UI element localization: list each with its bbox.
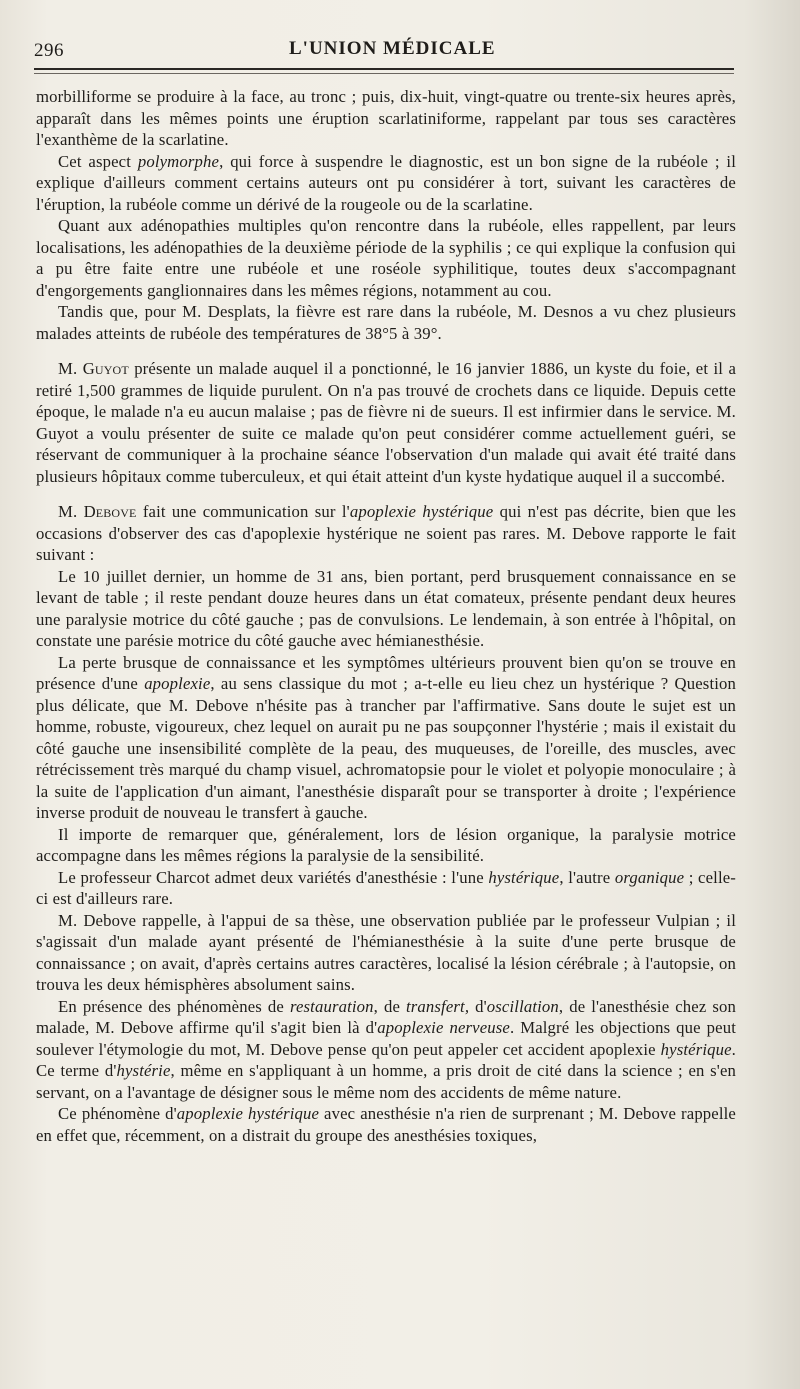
paragraph-perte-connaissance: La perte brusque de connaissance et les symptômes ultérieurs prouvent bien qu'on se trouve en présence d'une apoplexie, au sens classique du mot ; a-t-elle eu lieu chez un hystérique ? Question plus délicate, que M. Debove n'hésite pas à trancher par l'affirmative. Sans doute le sujet est un homme, robuste, vigoureux, chez lequel on aurait pu ne pas soupçonner l'hystérie ; mais il existait du côté gauche une insensibilité complète de la peau, des muqueuses, de l'oreille, des muscles, avec rétrécissement très marqué du champ visuel, achromatopsie pour le violet et polyopie monoculaire ; à la suite de l'application d'un aimant, l'anesthésie disparaît pour se transporter à droite ; l'expérience inverse produit de nouveau le transfert à gauche.: [36, 652, 737, 822]
paragraph-debove-communication: M. Debove fait une communication sur l'apoplexie hystérique qui n'est pas décrite, bien que les occasions d'observer des cas d'apoplexie hystérique ne soient pas rares. M. Debove rapporte le fait suivant :: [36, 502, 736, 564]
page-number: 296: [34, 40, 64, 61]
paragraph-guyot: M. Guyot présente un malade auquel il a ponctionné, le 16 janvier 1886, un kyste du foie, et il a retiré 1,500 grammes de liquide purulent. On n'a pas trouvé de crochets dans ce liquide. Depuis cette époque, le malade n'a eu aucun malaise ; pas de fièvre ni de sueurs. Il est infirmier dans le service. M. Guyot a voulu présenter de suite ce malade qu'on peut considérer comme actuellement guéri, se réservant de communiquer à la prochaine séance l'observation d'un malade qui avait été traité dans plusieurs hôpitaux comme tuberculeux, et qui était atteint d'un kyste hydatique auquel il a succombé.: [36, 359, 737, 486]
paragraph-adenopathies: Quant aux adénopathies multiples qu'on rencontre dans la rubéole, elles rappellent, par leurs localisations, les adénopathies de la deuxième période de la syphilis ; ce qui explique la confusion qui a pu être faite entre une rubéole et une roséole syphilitique, toutes deux s'accompagnant d'engorgements ganglionnaires dans les mêmes régions, notamment au cou.: [36, 216, 736, 300]
page-header: [34, 36, 734, 66]
article-body: [36, 86, 736, 1146]
paragraph-lesion-organique: Il importe de remarquer que, généralement, lors de lésion organique, la paralysie motrice accompagne dans les mêmes régions la paralysie de la sensibilité.: [36, 824, 736, 865]
paragraph-phenomene: Ce phénomène d'apoplexie hystérique avec anesthésie n'a rien de surprenant ; M. Debove rappelle en effet que, récemment, on a distrait du groupe des anesthésies toxiques,: [36, 1104, 736, 1145]
paragraph-case-report: Le 10 juillet dernier, un homme de 31 ans, bien portant, perd brusquement connaissance en se levant de table ; il reste pendant douze heures dans un état comateux, présente pendant deux heures une paralysie motrice du côté gauche ; pas de convulsions. Le lendemain, à son entrée à l'hôpital, on constate une parésie motrice du côté gauche avec hémianesthésie.: [36, 566, 736, 650]
header-rule-thin: [34, 73, 734, 74]
running-title: L'UNION MÉDICALE: [289, 38, 496, 59]
paragraph-fievre: Tandis que, pour M. Desplats, la fièvre est rare dans la rubéole, M. Desnos a vu chez plusieurs malades atteints de rubéole des températures de 38°5 à 39°.: [36, 302, 736, 343]
paragraph-vulpian: M. Debove rappelle, à l'appui de sa thèse, une observation publiée par le professeur Vulpian ; il s'agissait d'un malade ayant présenté de l'hémianesthésie à la suite d'une perte brusque de connaissance ; on avait, d'après certains autres caractères, localisé la lésion cérébrale ; à l'autopsie, on trouva les deux hémisphères absolument sains.: [36, 910, 736, 994]
paragraph-polymorphe: Cet aspect polymorphe, qui force à suspendre le diagnostic, est un bon signe de la rubéole ; il explique d'ailleurs comment certains auteurs ont pu considérer à tort, suivant les caractères de l'éruption, la rubéole comme un dérivé de la rougeole ou de la scarlatine.: [36, 151, 736, 214]
paragraph-charcot: Le professeur Charcot admet deux variétés d'anesthésie : l'une hystérique, l'autre organique ; celle-ci est d'ailleurs rare.: [36, 867, 736, 908]
paragraph-restauration: En présence des phénomènes de restauration, de transfert, d'oscillation, de l'anesthésie chez son malade, M. Debove affirme qu'il s'agit bien là d'apoplexie nerveuse. Malgré les objections que peut soulever l'étymologie du mot, M. Debove pense qu'on peut appeler cet accident apoplexie hystérique. Ce terme d'hystérie, même en s'appliquant à un homme, a pris droit de cité dans la science ; en s'en servant, on a l'avantage de désigner sous le même nom des accidents de même nature.: [36, 996, 736, 1102]
header-rule: [34, 68, 734, 70]
paragraph-continuation: morbilliforme se produire à la face, au tronc ; puis, dix-huit, vingt-quatre ou trente-six heures après, apparaît dans les mêmes points une éruption scarlatiniforme, rappelant par tous ses caractères l'exanthème de la scarlatine.: [36, 87, 736, 149]
